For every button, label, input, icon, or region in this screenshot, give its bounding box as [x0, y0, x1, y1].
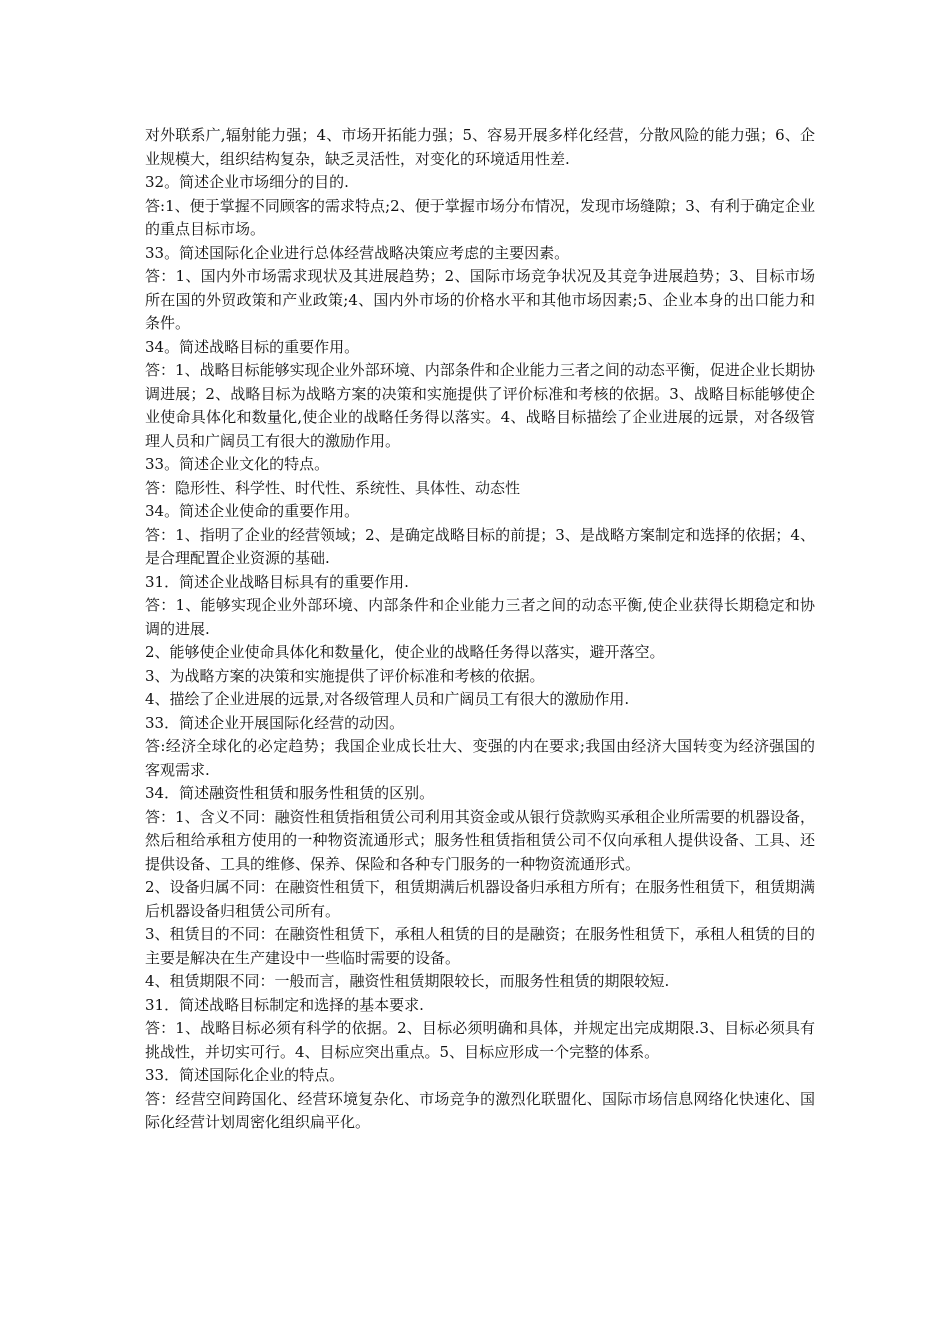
question-heading: 33．简述企业开展国际化经营的动因。	[145, 713, 405, 732]
question-heading: 31．简述战略目标制定和选择的基本要求.	[145, 995, 424, 1014]
answer-point: 4、租赁期限不同：一般而言，融资性租赁期限较长，而服务性租赁的期限较短.	[145, 972, 670, 990]
question-heading: 33。简述国际化企业进行总体经营战略决策应考虑的主要因素。	[145, 243, 570, 262]
answer-point: 3、为战略方案的决策和实施提供了评价标准和考核的依据。	[145, 666, 545, 685]
answer-point: 3、租赁目的不同：在融资性租赁下，承租人租赁的目的是融资；在服务性租赁下，承租人租赁的目的主要是解决在生产建设中一些临时需要的设备。	[145, 925, 815, 967]
answer-paragraph: 答：1、战略目标必须有科学的依据。2、目标必须明确和具体，并规定出完成期限.3、目标必须具有挑战性，并切实可行。4、目标应突出重点。5、目标应形成一个完整的体系。	[145, 1019, 815, 1061]
question-heading: 34．简述融资性租赁和服务性租赁的区别。	[145, 784, 435, 802]
answer-point: 2、能够使企业使命具体化和数量化，使企业的战略任务得以落实，避开落空。	[145, 643, 665, 661]
answer-paragraph: 答：1、战略目标能够实现企业外部环境、内部条件和企业能力三者之间的动态平衡，促进企业长期协调进展；2、战略目标为战略方案的决策和实施提供了评价标准和考核的依据。3、战略目标能够使企业使命具体化和数量化,使企业的战略任务得以落实。4、战略目标描绘了企业进展的远景，对各级管理人员和广阔员工有很大的激励作用。	[145, 361, 815, 450]
answer-paragraph: 答：经营空间跨国化、经营环境复杂化、市场竞争的激烈化联盟化、国际市场信息网络化快速化、国际化经营计划周密化组织扁平化。	[145, 1089, 815, 1131]
question-heading: 31．简述企业战略目标具有的重要作用.	[145, 572, 409, 591]
question-heading: 33．简述国际化企业的特点。	[145, 1066, 345, 1084]
answer-paragraph: 答:1、便于掌握不同顾客的需求特点;2、便于掌握市场分布情况，发现市场缝隙；3、有利于确定企业的重点目标市场。	[145, 196, 815, 238]
answer-point: 2、设备归属不同：在融资性租赁下，租赁期满后机器设备归承租方所有；在服务性租赁下，租赁期满后机器设备归租赁公司所有。	[145, 878, 815, 920]
question-heading: 33。简述企业文化的特点。	[145, 455, 330, 473]
question-heading: 34。简述战略目标的重要作用。	[145, 337, 360, 356]
answer-paragraph: 答：1、指明了企业的经营领域；2、是确定战略目标的前提；3、是战略方案制定和选择的依据；4、是合理配置企业资源的基础.	[145, 525, 815, 567]
answer-paragraph: 答：1、国内外市场需求现状及其进展趋势；2、国际市场竞争状况及其竞争进展趋势；3、目标市场所在国的外贸政策和产业政策;4、国内外市场的价格水平和其他市场因素;5、企业本身的出口能力和条件。	[145, 267, 815, 332]
paragraph-continuation: 对外联系广,辐射能力强；4、市场开拓能力强；5、容易开展多样化经营，分散风险的能力强；6、企业规模大，组织结构复杂，缺乏灵活性，对变化的环境适用性差.	[145, 126, 815, 168]
answer-point: 4、描绘了企业进展的远景,对各级管理人员和广阔员工有很大的激励作用.	[145, 690, 630, 708]
answer-paragraph: 答:经济全球化的必定趋势；我国企业成长壮大、变强的内在要求;我国由经济大国转变为经济强国的客观需求.	[145, 737, 815, 779]
answer-paragraph: 答：隐形性、科学性、时代性、系统性、具体性、动态性	[145, 478, 521, 497]
question-heading: 34。简述企业使命的重要作用。	[145, 502, 360, 520]
document-body	[145, 124, 815, 1135]
answer-paragraph: 答：1、含义不同：融资性租赁指租赁公司利用其资金或从银行贷款购买承租企业所需要的机器设备，然后租给承租方使用的一种物资流通形式；服务性租赁指租赁公司不仅向承租人提供设备、工具、还提供设备、工具的维修、保养、保险和各种专门服务的一种物资流通形式。	[145, 807, 815, 873]
question-heading: 32。简述企业市场细分的目的.	[145, 173, 349, 191]
answer-paragraph: 答：1、能够实现企业外部环境、内部条件和企业能力三者之间的动态平衡,使企业获得长期稳定和协调的进展.	[145, 596, 815, 638]
